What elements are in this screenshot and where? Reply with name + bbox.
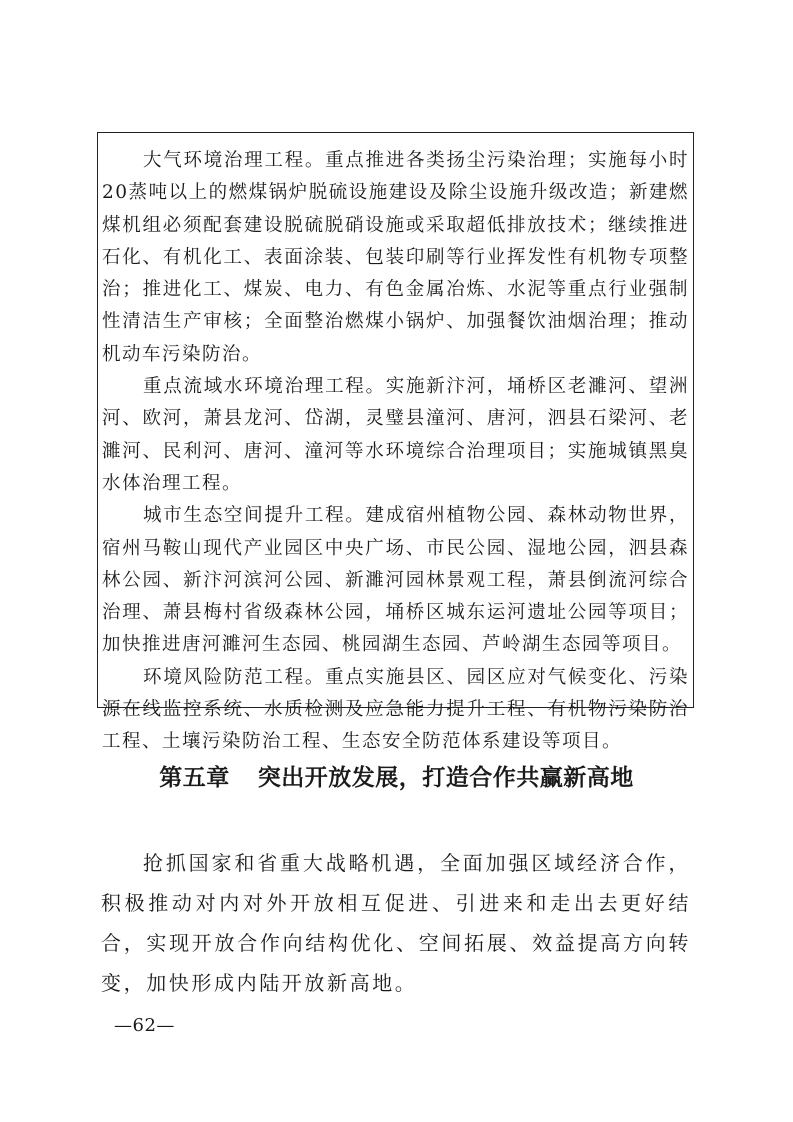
chapter-title: 突出开放发展，打造合作共赢新高地: [257, 765, 634, 791]
box-paragraph-ecology: 城市生态空间提升工程。建成宿州植物公园、森林动物世界，宿州马鞍山现代产业园区中央广场、市民公园、湿地公园，泗县森林公园、新汴河滨河公园、新濉河园林景观工程，萧县倒流河综合治理、萧县梅村省级森林公园，埇桥区城东运河遗址公园等项目；加快推进唐河濉河生态园、桃园湖生态园、芦岭湖生态园等项目。: [102, 505, 689, 656]
page-number: —62—: [114, 1015, 175, 1036]
chapter-intro-paragraph: 抢抓国家和省重大战略机遇，全面加强区域经济合作，积极推动对内对外开放相互促进、引进来和走出去更好结合，实现开放合作向结构优化、空间拓展、效益提高方向转变，加快形成内陆开放新高地。: [101, 851, 691, 995]
chapter-heading: [0, 762, 793, 794]
box-paragraph-water: 重点流域水环境治理工程。实施新汴河，埇桥区老濉河、望洲河、欧河，萧县龙河、岱湖，灵璧县潼河、唐河，泗县石梁河、老濉河、民利河、唐河、潼河等水环境综合治理项目；实施城镇黑臭水体治理工程。: [102, 376, 689, 494]
box-paragraph-risk: 环境风险防范工程。重点实施县区、园区应对气候变化、污染源在线监控系统、水质检测及应急能力提升工程、有机物污染防治工程、土壤污染防治工程、生态安全防范体系建设等项目。: [102, 666, 689, 753]
project-box: [97, 132, 694, 753]
box-paragraph-air: 大气环境治理工程。重点推进各类扬尘污染治理；实施每小时20蒸吨以上的燃煤锅炉脱硫设施建设及除尘设施升级改造；新建燃煤机组必须配套建设脱硫脱硝设施或采取超低排放技术；继续推进石化、有机化工、表面涂装、包装印刷等行业挥发性有机物专项整治；推进化工、煤炭、电力、有色金属冶炼、水泥等重点行业强制性清洁生产审核；全面整治燃煤小锅炉、加强餐饮油烟治理；推动机动车污染防治。: [102, 150, 689, 365]
chapter-number: 第五章: [159, 765, 230, 791]
